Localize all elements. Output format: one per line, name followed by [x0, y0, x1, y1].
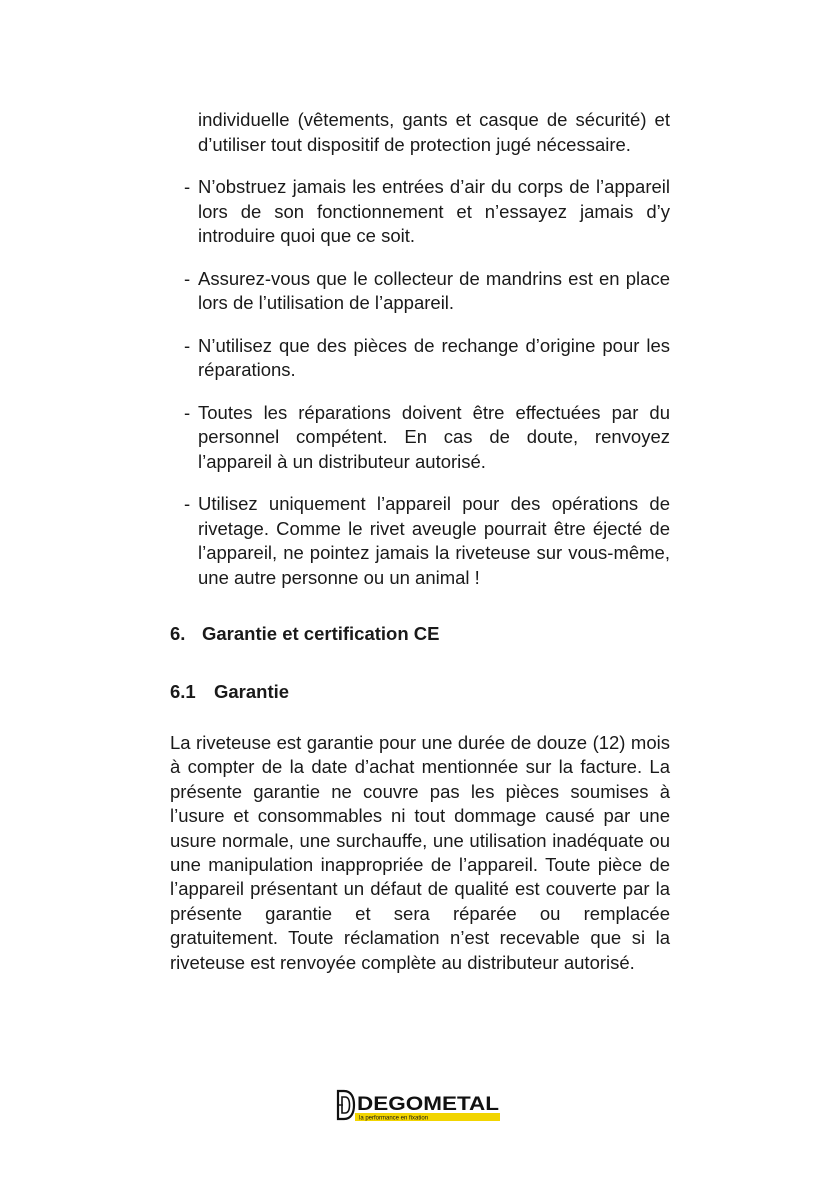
- bullet-text: N’utilisez que des pièces de rechange d’origine pour les réparations.: [198, 334, 670, 380]
- bullet-text: Assurez-vous que le collecteur de mandrins est en place lors de l’utilisation de l’appareil.: [198, 267, 670, 313]
- logo-emblem-icon: [338, 1091, 354, 1119]
- section-heading: [170, 622, 439, 646]
- bullet-dash: -: [184, 176, 191, 197]
- degometal-logo: [335, 1089, 505, 1123]
- list-item: [184, 175, 670, 249]
- subsection-number: 6.1: [170, 681, 196, 702]
- bullet-dash: -: [184, 401, 191, 423]
- logo-tagline-text: la performance en fixation: [359, 1115, 429, 1122]
- bullet-text: Toutes les réparations doivent être effectuées par du personnel compétent. En cas de doute, renvoyez l’appareil à un distributeur autorisé.: [198, 401, 670, 472]
- bullet-text: Utilisez uniquement l’appareil pour des opérations de rivetage. Comme le rivet aveugle pourrait être éjecté de l’appareil, ne pointez jamais la riveteuse sur vous-même, une autre personne ou un animal !: [198, 493, 670, 588]
- warranty-paragraph: La riveteuse est garantie pour une durée de douze (12) mois à compter de la date d’achat mentionnée sur la facture. La présente garantie ne couvre pas les pièces soumises à l’usure et consommables ni tout dommage causé par une usure normale, une surchauffe, une utilisation inadéquate ou une manipulation inappropriée de l’appareil. Toute pièce de l’appareil présentant un défaut de qualité est couverte par la présente garantie et sera réparée ou remplacée gratuitement. Toute réclamation n’est recevable que si la riveteuse est renvoyée complète au distributeur autorisé.: [170, 732, 670, 973]
- list-item: [184, 492, 670, 590]
- list-item: [184, 401, 670, 475]
- subsection-title-text: Garantie: [214, 681, 290, 702]
- list-item: [184, 108, 670, 157]
- bullet-dash: -: [184, 334, 191, 356]
- bullet-dash: -: [184, 493, 191, 514]
- subsection-heading: [170, 680, 289, 704]
- section-title-text: Garantie et certification CE: [202, 623, 440, 644]
- bullet-text: N’obstruez jamais les entrées d’air du corps de l’appareil lors de son fonctionnement et n’essayez jamais d’y introduire quoi que ce soit.: [198, 176, 670, 246]
- bullet-text: individuelle (vêtements, gants et casque de sécurité) et d’utiliser tout dispositif de protection jugé nécessaire.: [198, 109, 670, 155]
- section-number: 6.: [170, 623, 186, 644]
- list-item: [184, 267, 670, 316]
- safety-instructions-list: [184, 108, 670, 608]
- list-item: [184, 334, 670, 383]
- logo-brand-text: DEGOMETAL: [357, 1094, 500, 1115]
- bullet-dash: -: [184, 267, 191, 289]
